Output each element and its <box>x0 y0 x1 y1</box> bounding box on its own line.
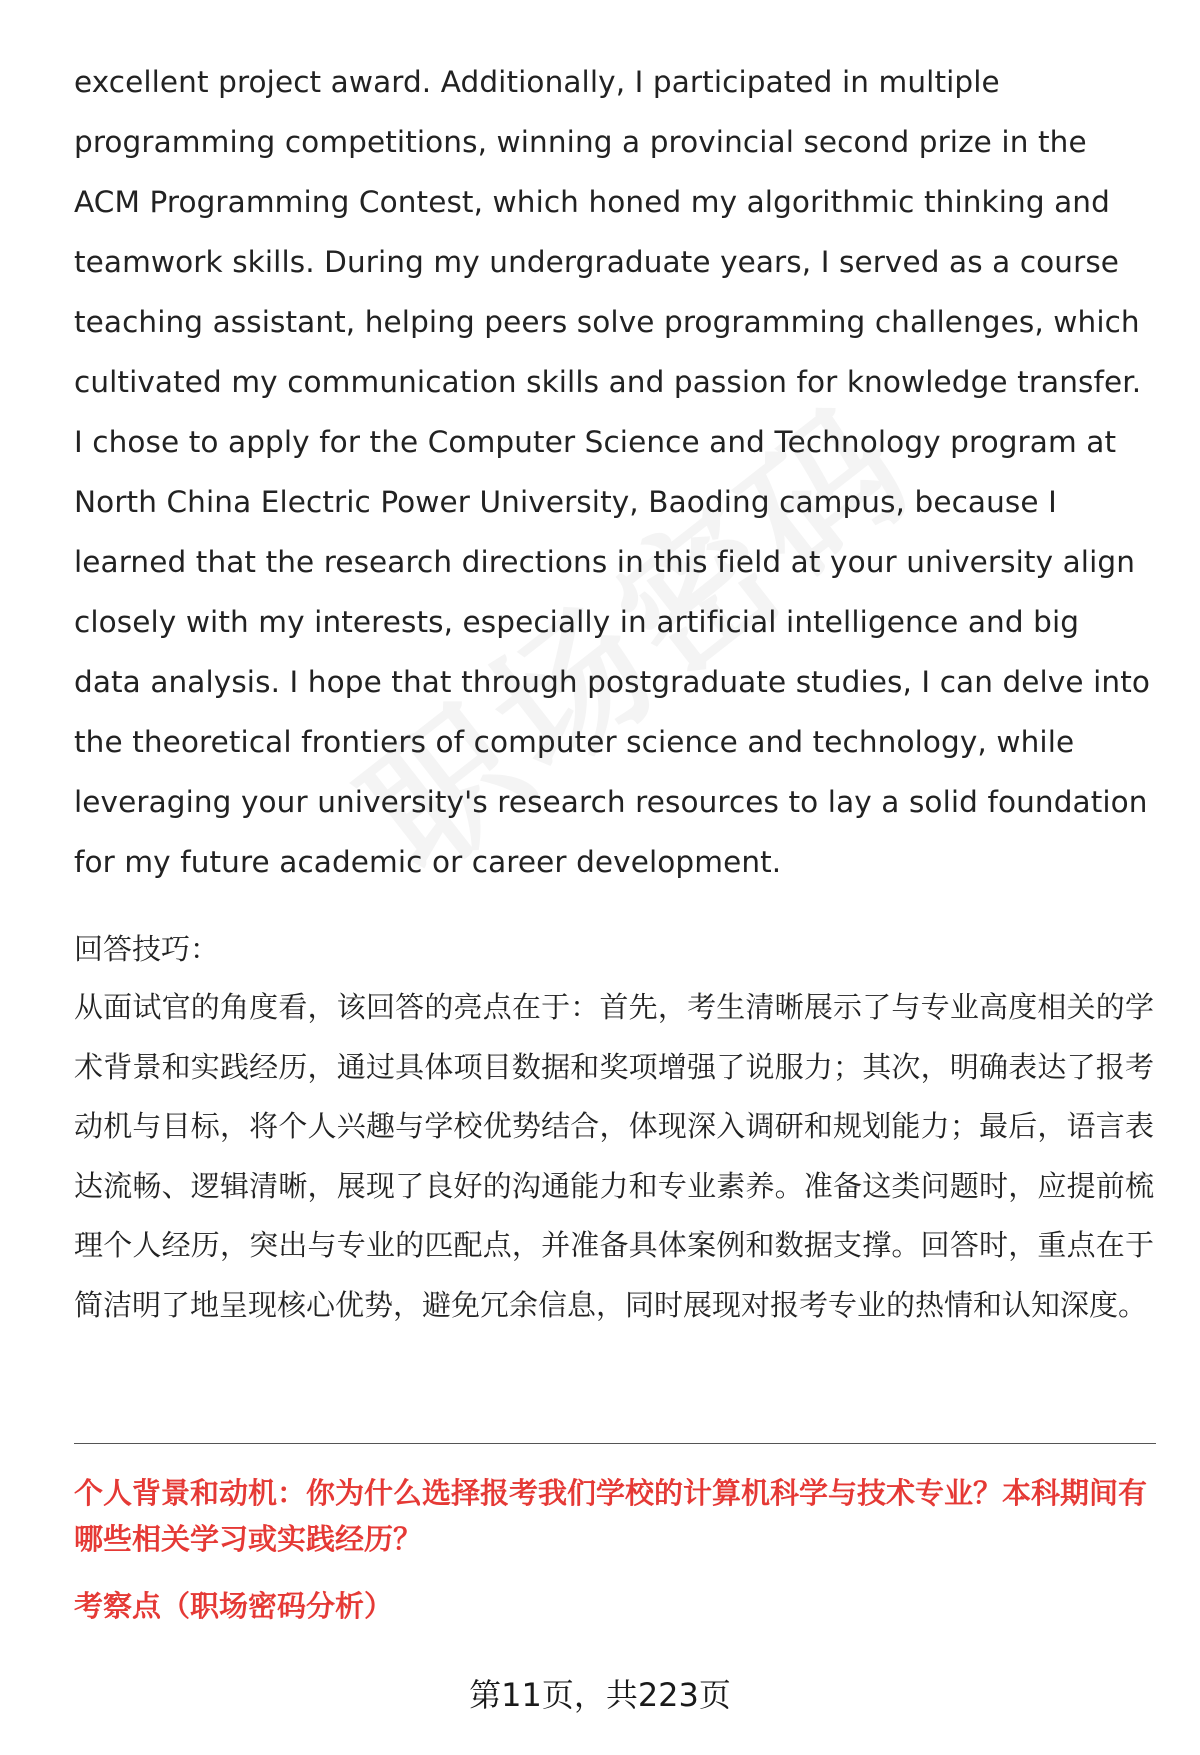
exam-point-heading: 考察点（职场密码分析） <box>74 1589 394 1623</box>
interview-question: 个人背景和动机：你为什么选择报考我们学校的计算机科学与技术专业？本科期间有哪些相关学习或实践经历？ <box>74 1476 1148 1556</box>
tips-heading: 回答技巧： <box>74 932 220 966</box>
tips-body: 从面试官的角度看，该回答的亮点在于：首先，考生清晰展示了与专业高度相关的学术背景和实践经历，通过具体项目数据和奖项增强了说服力；其次，明确表达了报考动机与目标，将个人兴趣与学校优势结合，体现深入调研和规划能力；最后，语言表达流畅、逻辑清晰，展现了良好的沟通能力和专业素养。准备这类问题时，应提前梳理个人经历，突出与专业的匹配点，并准备具体案例和数据支撑。回答时，重点在于简洁明了地呈现核心优势，避免冗余信息，同时展现对报考专业的热情和认知深度。 <box>74 990 1154 1322</box>
page-number-footer: 第11页，共223页 <box>469 1676 731 1714</box>
page-content <box>74 52 1154 1336</box>
section-divider <box>74 1443 1156 1444</box>
english-answer-paragraph: excellent project award. Additionally, I participated in multiple programming competitions, winning a provincial second prize in the ACM Programming Contest, which honed my algorithmic thinking and teamwork skills. During my undergraduate years, I served as a course teaching assistant, helping peers solve programming challenges, which cultivated my communication skills and passion for knowledge transfer. I chose to apply for the Computer Science and Technology program at North China Electric Power University, Baoding campus, because I learned that the research directions in this field at your university align closely with my interests, especially in artificial intelligence and big data analysis. I hope that through postgraduate studies, I can delve into the theoretical frontiers of computer science and technology, while leveraging your university's research resources to lay a solid foundation for my future academic or career development. <box>74 65 1151 879</box>
